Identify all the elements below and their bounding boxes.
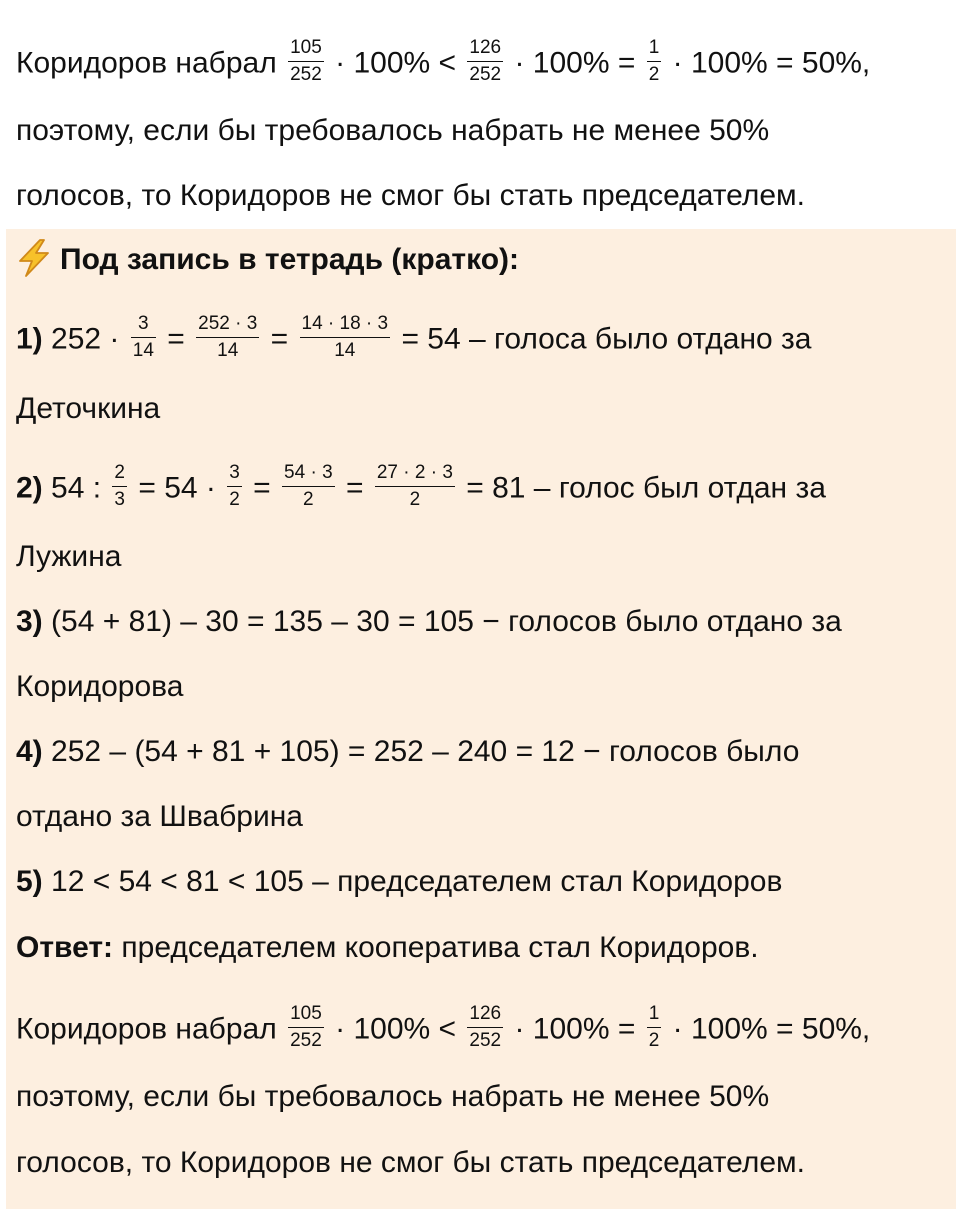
- step-4-cont: отдано за Швабрина: [16, 800, 303, 833]
- fraction: [375, 462, 455, 511]
- fraction-denominator: 252: [469, 1030, 502, 1051]
- heading-text: Под запись в тетрадь (кратко):: [60, 243, 520, 276]
- intro-line-1: [16, 37, 871, 89]
- outro-line-2: поэтому, если бы требовалось набрать не менее 50%: [16, 1080, 770, 1113]
- step-2: [16, 462, 826, 514]
- notes-box: [6, 229, 956, 1209]
- step-text: 54 :: [51, 471, 102, 505]
- step-number: 1): [16, 322, 43, 356]
- answer-text: председателем кооператива стал Коридоров.: [121, 931, 759, 964]
- intro-line-2: поэтому, если бы требовалось набрать не менее 50%: [16, 114, 770, 147]
- answer-label: Ответ:: [16, 931, 114, 964]
- fraction-denominator: 252: [469, 64, 502, 85]
- fraction-numerator: 252 · 3: [196, 313, 259, 338]
- fraction-denominator: 2: [229, 489, 240, 510]
- step-text: =: [345, 471, 364, 505]
- step-4: [16, 734, 799, 770]
- fraction-denominator: 14: [217, 340, 239, 361]
- outro-text: · 100% = 50%,: [672, 1012, 871, 1046]
- intro-text: · 100% <: [335, 46, 457, 80]
- fraction: [282, 462, 335, 511]
- fraction-denominator: 3: [114, 489, 125, 510]
- fraction-numerator: 3: [131, 313, 156, 338]
- fraction-denominator: 2: [648, 1030, 660, 1051]
- intro-line-3: голосов, то Коридоров не смог бы стать председателем.: [16, 179, 805, 212]
- fraction-denominator: 2: [648, 64, 660, 85]
- step-number: 5): [16, 865, 43, 898]
- intro-text: · 100% = 50%,: [672, 46, 871, 80]
- fraction: [131, 313, 156, 362]
- fraction-denominator: 252: [290, 64, 322, 85]
- step-2-cont: Лужина: [16, 540, 122, 573]
- step-text: 252 ·: [51, 322, 120, 356]
- fraction-numerator: 54 · 3: [282, 462, 335, 487]
- outro-text: · 100% <: [335, 1012, 457, 1046]
- step-5: [16, 864, 782, 900]
- step-1-cont: Деточкина: [16, 392, 161, 425]
- fraction-numerator: 126: [467, 37, 503, 62]
- step-3: [16, 604, 842, 640]
- fraction: [647, 1003, 662, 1052]
- step-number: 2): [16, 471, 43, 505]
- step-text: (54 + 81) – 30 = 135 – 30 = 105 − голосов было отдано за: [51, 605, 842, 638]
- step-text: =: [167, 322, 185, 356]
- step-text: =: [253, 471, 271, 505]
- fraction: [288, 37, 324, 86]
- step-text: = 54 ·: [138, 471, 216, 505]
- intro-text: Коридоров набрал: [16, 46, 277, 80]
- answer: [16, 930, 759, 966]
- fraction-numerator: 126: [467, 1003, 503, 1028]
- outro-line-1: [16, 1003, 871, 1055]
- lightning-icon: [16, 239, 52, 277]
- fraction-denominator: 2: [303, 489, 314, 510]
- fraction-numerator: 14 · 18 · 3: [300, 313, 391, 338]
- step-3-cont: Коридорова: [16, 670, 184, 703]
- outro-text: Коридоров набрал: [16, 1012, 277, 1046]
- fraction-denominator: 2: [409, 489, 421, 510]
- notes-heading: [16, 242, 519, 280]
- step-text: 252 – (54 + 81 + 105) = 252 – 240 = 12 − голосов было: [51, 735, 800, 768]
- fraction: [647, 37, 662, 86]
- step-text: =: [270, 322, 289, 356]
- fraction: [288, 1003, 324, 1052]
- fraction: [300, 313, 391, 362]
- step-number: 3): [16, 605, 43, 638]
- fraction-numerator: 27 · 2 · 3: [375, 462, 455, 487]
- fraction: [467, 1003, 503, 1052]
- step-text: = 54 – голоса было отдано за: [401, 322, 812, 356]
- fraction-denominator: 14: [334, 340, 356, 361]
- fraction-numerator: 1: [647, 37, 662, 62]
- fraction: [227, 462, 242, 511]
- fraction-denominator: 14: [132, 340, 154, 361]
- step-number: 4): [16, 735, 43, 768]
- step-1: [16, 313, 812, 365]
- fraction-denominator: 252: [290, 1030, 322, 1051]
- step-text: = 81 – голос был отдан за: [466, 471, 826, 505]
- step-text: 12 < 54 < 81 < 105 – председателем стал Коридоров: [51, 865, 783, 898]
- fraction: [112, 462, 127, 511]
- outro-line-3: голосов, то Коридоров не смог бы стать председателем.: [16, 1146, 805, 1179]
- fraction-numerator: 2: [112, 462, 127, 487]
- fraction-numerator: 3: [227, 462, 242, 487]
- fraction-numerator: 105: [288, 37, 324, 62]
- fraction-numerator: 105: [288, 1003, 324, 1028]
- intro-text: · 100% =: [514, 46, 636, 80]
- fraction: [196, 313, 259, 362]
- outro-text: · 100% =: [514, 1012, 636, 1046]
- fraction: [467, 37, 503, 86]
- fraction-numerator: 1: [647, 1003, 662, 1028]
